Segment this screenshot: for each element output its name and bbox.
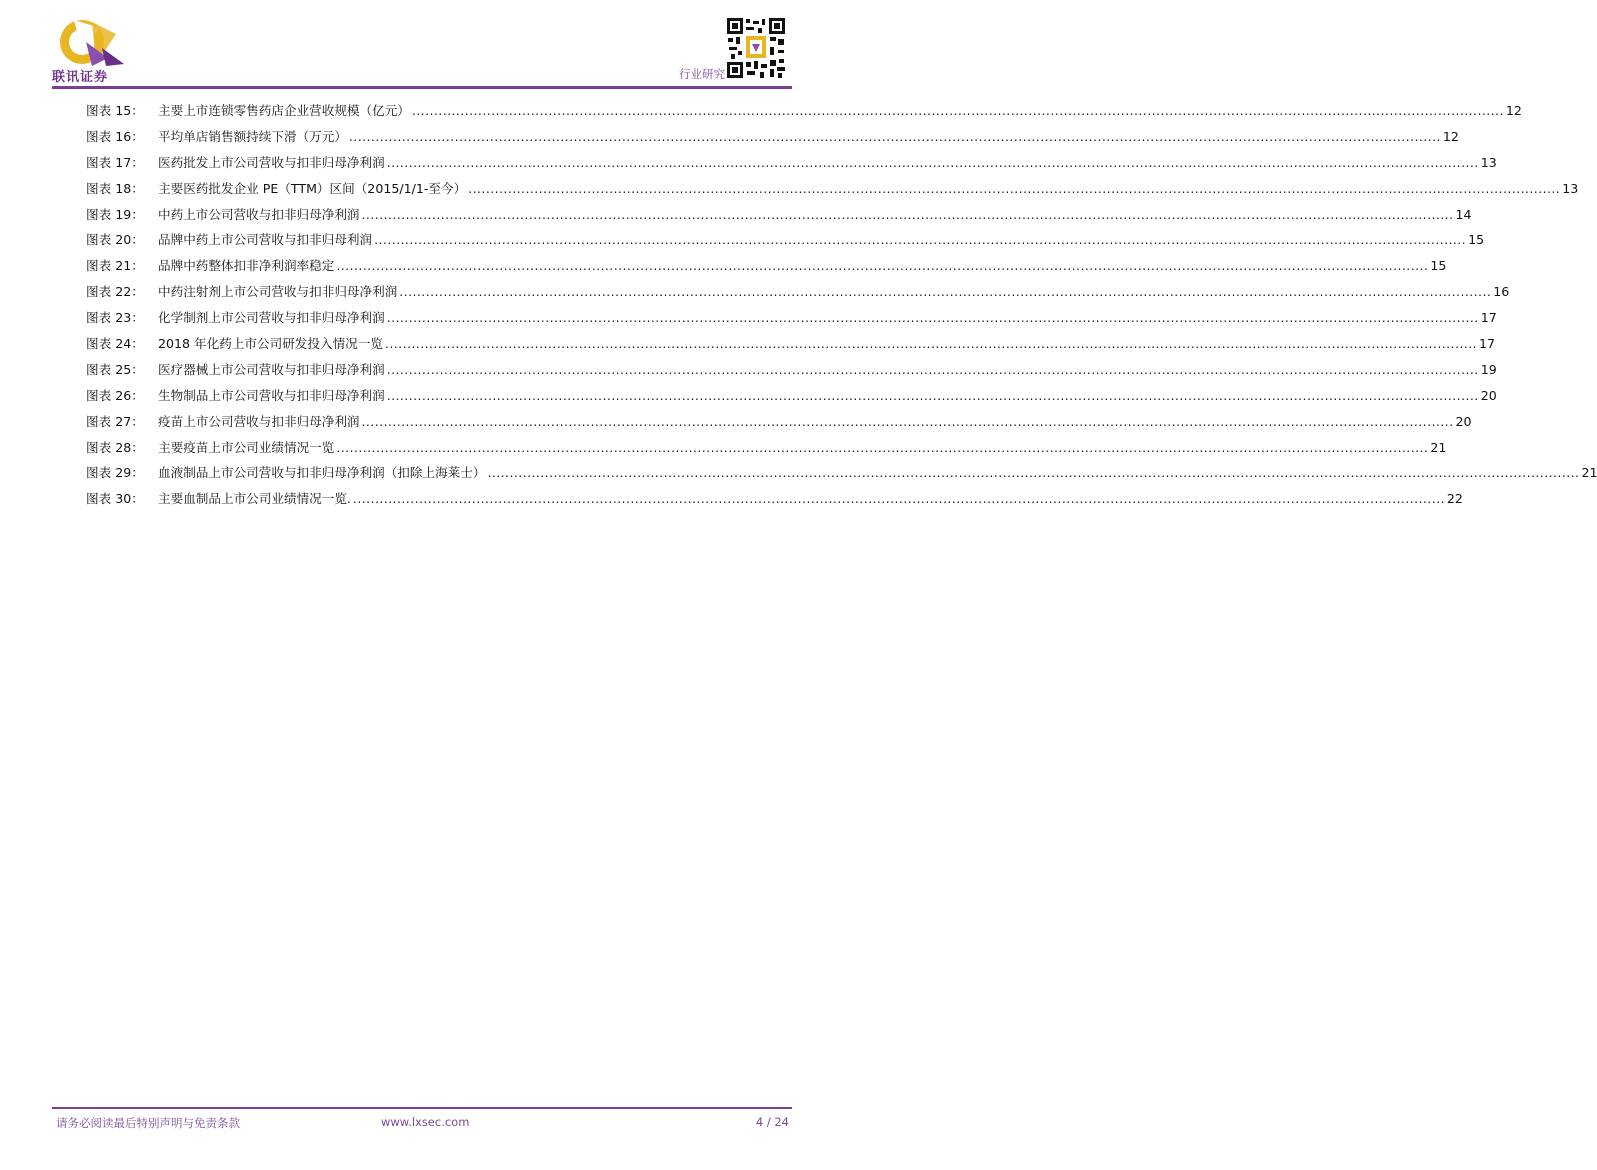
list-item[interactable] bbox=[86, 460, 1597, 486]
list-item[interactable] bbox=[86, 435, 1447, 461]
page-number: 13 bbox=[1480, 154, 1497, 170]
figure-title: 主要上市连锁零售药店企业营收规模（亿元） bbox=[158, 103, 410, 118]
figure-label: 图表 17： bbox=[86, 154, 144, 170]
page-number: 12 bbox=[1505, 103, 1522, 118]
dot-leader bbox=[387, 357, 1479, 383]
figure-title: 主要血制品上市公司业绩情况一览. bbox=[158, 491, 351, 507]
figure-label: 图表 15： bbox=[86, 103, 144, 118]
list-item[interactable] bbox=[86, 227, 1485, 253]
section-label: 行业研究 bbox=[679, 67, 725, 81]
brand-name: 联讯证券 bbox=[52, 70, 109, 85]
dot-leader bbox=[387, 150, 1479, 176]
figure-label: 图表 25： bbox=[86, 361, 144, 377]
page-number: 21 bbox=[1430, 439, 1447, 455]
figure-title: 化学制剂上市公司营收与扣非归母净利润 bbox=[158, 310, 385, 326]
dot-leader bbox=[336, 253, 1428, 279]
figure-label: 图表 24： bbox=[86, 336, 144, 352]
figure-list bbox=[86, 98, 1597, 512]
dot-leader bbox=[387, 383, 1479, 409]
figure-label: 图表 26： bbox=[86, 387, 144, 403]
list-item[interactable] bbox=[86, 124, 1459, 150]
list-item[interactable] bbox=[86, 98, 1522, 124]
list-item[interactable] bbox=[86, 176, 1579, 202]
page-indicator: 4 / 24 bbox=[755, 1115, 789, 1129]
figure-title: 中药上市公司营收与扣非归母净利润 bbox=[158, 206, 360, 222]
list-item[interactable] bbox=[86, 150, 1497, 176]
figure-title: 医药批发上市公司营收与扣非归母净利润 bbox=[158, 154, 385, 170]
dot-leader bbox=[362, 409, 1454, 435]
dot-leader bbox=[349, 124, 1441, 150]
dot-leader bbox=[336, 435, 1428, 461]
figure-title: 生物制品上市公司营收与扣非归母净利润 bbox=[158, 387, 385, 403]
figure-title: 血液制品上市公司营收与扣非归母净利润（扣除上海莱士） bbox=[158, 465, 486, 481]
dot-leader bbox=[468, 176, 1560, 202]
list-item[interactable] bbox=[86, 253, 1447, 279]
dot-leader bbox=[385, 331, 1477, 357]
page-number: 12 bbox=[1442, 128, 1459, 144]
dot-leader bbox=[374, 227, 1466, 253]
disclaimer-link[interactable]: 请务必阅读最后特别声明与免责条款 bbox=[56, 1116, 240, 1130]
list-item[interactable] bbox=[86, 279, 1510, 305]
figure-title: 平均单店销售额持续下滑（万元） bbox=[158, 128, 347, 144]
dot-leader bbox=[362, 202, 1454, 228]
page-number: 20 bbox=[1455, 413, 1472, 429]
figure-title: 主要医药批发企业 PE（TTM）区间（2015/1/1-至今） bbox=[158, 180, 467, 196]
figure-label: 图表 18： bbox=[86, 180, 144, 196]
list-item[interactable] bbox=[86, 331, 1495, 357]
list-item[interactable] bbox=[86, 357, 1497, 383]
page-number: 14 bbox=[1455, 206, 1472, 222]
page-number: 17 bbox=[1480, 310, 1497, 326]
figure-label: 图表 30： bbox=[86, 491, 144, 507]
dot-leader bbox=[487, 460, 1579, 486]
list-item[interactable] bbox=[86, 409, 1472, 435]
page-number: 16 bbox=[1493, 284, 1510, 300]
figure-label: 图表 22： bbox=[86, 284, 144, 300]
page-number: 15 bbox=[1430, 258, 1447, 274]
figure-label: 图表 19： bbox=[86, 206, 144, 222]
footer-divider bbox=[52, 1107, 792, 1109]
page-number: 17 bbox=[1478, 336, 1495, 352]
page-number: 21 bbox=[1581, 465, 1597, 481]
figure-label: 图表 27： bbox=[86, 413, 144, 429]
figure-label: 图表 29： bbox=[86, 465, 144, 481]
website-link[interactable]: www.lxsec.com bbox=[381, 1115, 470, 1129]
header-divider bbox=[52, 86, 792, 89]
list-item[interactable] bbox=[86, 486, 1463, 512]
figure-label: 图表 20： bbox=[86, 232, 144, 248]
page-number: 20 bbox=[1480, 387, 1497, 403]
figure-label: 图表 16： bbox=[86, 128, 144, 144]
page-number: 22 bbox=[1446, 491, 1463, 507]
page-number: 15 bbox=[1468, 232, 1485, 248]
figure-title: 2018 年化药上市公司研发投入情况一览 bbox=[158, 336, 383, 352]
figure-title: 中药注射剂上市公司营收与扣非归母净利润 bbox=[158, 284, 398, 300]
list-item[interactable] bbox=[86, 383, 1497, 409]
figure-title: 主要疫苗上市公司业绩情况一览 bbox=[158, 439, 335, 455]
figure-label: 图表 21： bbox=[86, 258, 144, 274]
list-item[interactable] bbox=[86, 202, 1472, 228]
figure-title: 医疗器械上市公司营收与扣非归母净利润 bbox=[158, 361, 385, 377]
dot-leader bbox=[399, 279, 1491, 305]
figure-label: 图表 23： bbox=[86, 310, 144, 326]
figure-title: 品牌中药整体扣非净利润率稳定 bbox=[158, 258, 335, 274]
figure-title: 品牌中药上市公司营收与扣非归母利润 bbox=[158, 232, 373, 248]
page-number: 13 bbox=[1562, 180, 1579, 196]
figure-title: 疫苗上市公司营收与扣非归母净利润 bbox=[158, 413, 360, 429]
dot-leader bbox=[353, 486, 1445, 512]
list-item[interactable] bbox=[86, 305, 1497, 331]
dot-leader bbox=[387, 305, 1479, 331]
dot-leader bbox=[412, 98, 1504, 124]
figure-label: 图表 28： bbox=[86, 439, 144, 455]
qr-code-icon bbox=[726, 17, 786, 79]
page-number: 19 bbox=[1480, 361, 1497, 377]
